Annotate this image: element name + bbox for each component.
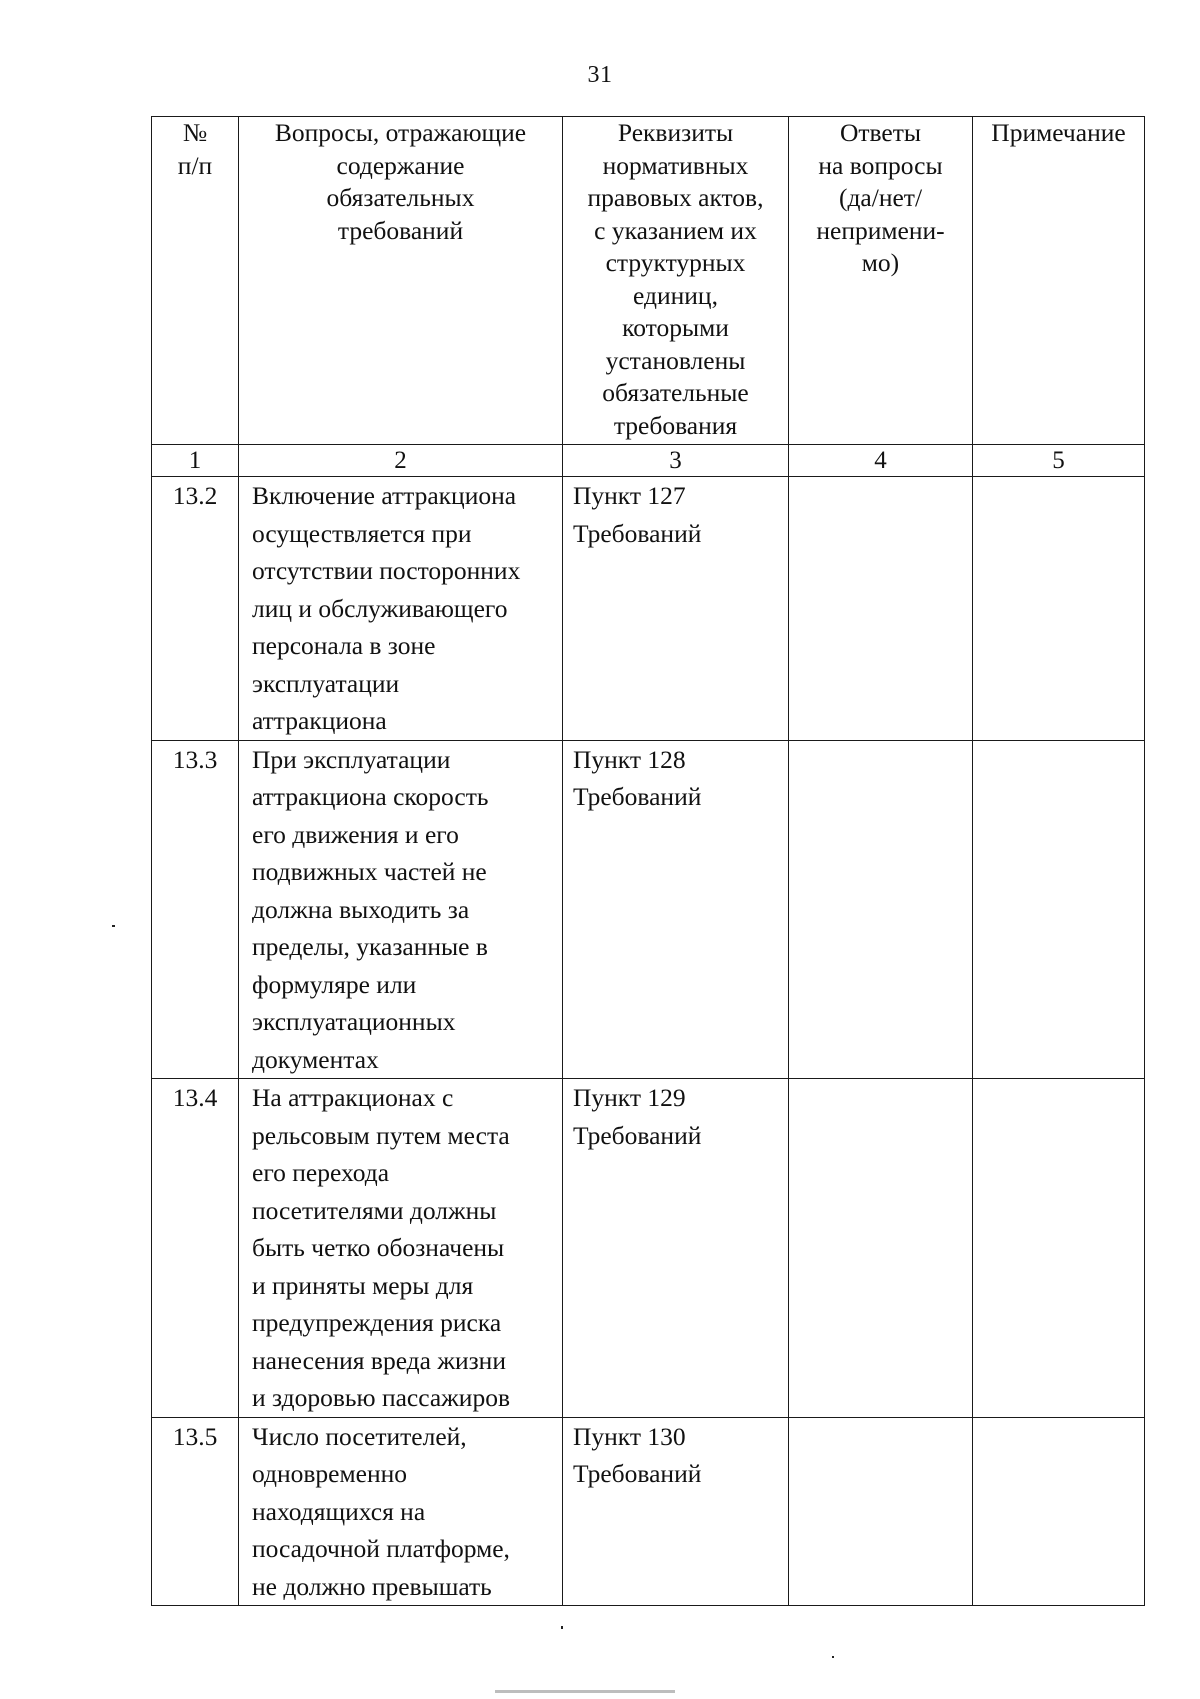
question-text: На аттракционах с рельсовым путем места его перехода посетителями должны быть четко обозначены и приняты меры для предупреждения риска нанесения вреда жизни и здоровью пассажиров — [239, 1079, 563, 1418]
answer-cell[interactable] — [789, 1079, 973, 1418]
header-answers: Ответы на вопросы (да/нет/ непримени- мо) — [789, 117, 973, 445]
column-index: 1 — [152, 445, 239, 477]
column-index: 2 — [239, 445, 563, 477]
header-questions: Вопросы, отражающие содержание обязательных требований — [239, 117, 563, 445]
scan-speck — [832, 1656, 834, 1658]
scan-speck — [561, 1626, 563, 1629]
column-index: 5 — [973, 445, 1145, 477]
column-index: 3 — [563, 445, 789, 477]
answer-cell[interactable] — [789, 477, 973, 741]
header-references: Реквизиты нормативных правовых актов, с указанием их структурных единиц, которыми установлены обязательные требования — [563, 117, 789, 445]
column-index-row — [152, 445, 1145, 477]
reference-text: Пункт 127 Требований — [563, 477, 789, 741]
reference-text: Пункт 128 Требований — [563, 740, 789, 1079]
note-cell[interactable] — [973, 477, 1145, 741]
table-header-row — [152, 117, 1145, 445]
note-cell[interactable] — [973, 1417, 1145, 1606]
table-row — [152, 477, 1145, 741]
note-cell[interactable] — [973, 740, 1145, 1079]
scan-speck — [112, 925, 115, 927]
row-number: 13.3 — [152, 740, 239, 1079]
column-index: 4 — [789, 445, 973, 477]
row-number: 13.5 — [152, 1417, 239, 1606]
reference-text: Пункт 130 Требований — [563, 1417, 789, 1606]
question-text: При эксплуатации аттракциона скорость его движения и его подвижных частей не должна выходить за пределы, указанные в формуляре или эксплуатационных документах — [239, 740, 563, 1079]
note-cell[interactable] — [973, 1079, 1145, 1418]
question-text: Число посетителей, одновременно находящихся на посадочной платформе, не должно превышать — [239, 1417, 563, 1606]
row-number: 13.4 — [152, 1079, 239, 1418]
answer-cell[interactable] — [789, 740, 973, 1079]
table-row — [152, 1417, 1145, 1606]
header-number: № п/п — [152, 117, 239, 445]
table-row — [152, 1079, 1145, 1418]
answer-cell[interactable] — [789, 1417, 973, 1606]
question-text: Включение аттракциона осуществляется при отсутствии посторонних лиц и обслуживающего персонала в зоне эксплуатации аттракциона — [239, 477, 563, 741]
table-row — [152, 740, 1145, 1079]
row-number: 13.2 — [152, 477, 239, 741]
header-note: Примечание — [973, 117, 1145, 445]
scan-edge-bar — [495, 1690, 675, 1693]
page-number: 31 — [587, 62, 613, 88]
reference-text: Пункт 129 Требований — [563, 1079, 789, 1418]
checklist-table — [151, 116, 1145, 1606]
